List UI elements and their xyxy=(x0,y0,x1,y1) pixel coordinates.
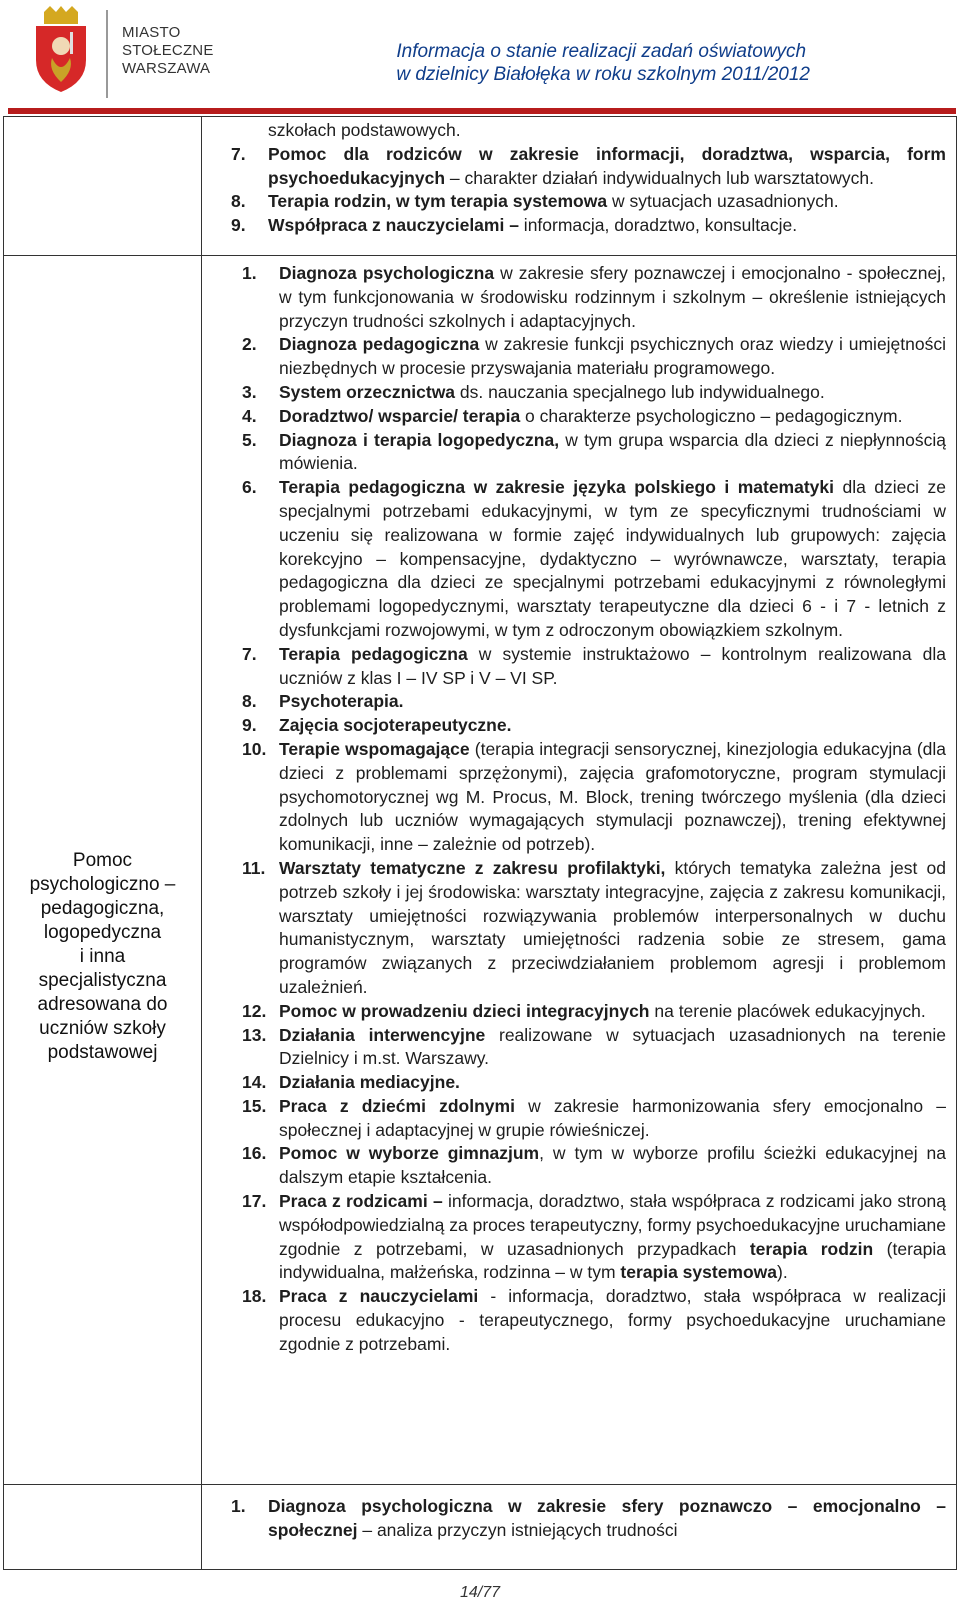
item-heading: Pomoc w wyborze gimnazjum xyxy=(279,1143,540,1164)
item-text: ). xyxy=(777,1262,788,1283)
item-heading: Diagnoza psychologiczna xyxy=(279,263,495,283)
services-list-primary-school xyxy=(242,262,947,1357)
services-list-previous xyxy=(231,119,946,238)
list-item xyxy=(242,429,946,477)
item-heading: Terapia pedagogiczna xyxy=(279,643,468,664)
item-text: (terapia integracji sensorycznej, kinezjologia edukacyjna (dla dzieci z problemami sprzężonymi), zajęcia grafomotoryczne, program stymulacji psychomotorycznej wg M. Procus, M. Block, trening twórczego myślenia (dla dzieci zdolnych lub uczniów wymagających stymulacji poznawczej), trening efektywnej komunikacji, inne – zależnie od potrzeb). xyxy=(279,738,947,855)
item-heading: Warsztaty tematyczne z zakresu profilaktyki, xyxy=(279,857,666,878)
item-text: w tym grupa wsparcia dla dzieci z niepłynnością mówienia. xyxy=(279,429,946,474)
item-text: o charakterze psychologiczno – pedagogicznym. xyxy=(520,405,903,426)
document-title-line: Informacja o stanie realizacji zadań oświatowych xyxy=(396,41,807,62)
item-text: ds. nauczania specjalnego lub indywidualnego. xyxy=(455,381,825,402)
item-heading: terapia systemowa xyxy=(620,1262,778,1283)
services-list-next xyxy=(231,1495,946,1543)
list-item xyxy=(242,1095,946,1143)
item-text: których tematyka zależna jest od potrzeb szkoły i jej środowiska: warsztaty integracyjne, zajęcia z zakresu komunikacji, warsztaty umiejętności rozwiązywania problemów interpersonalnych w duchu humanistycznym, warsztaty umiejętności radzenia sobie ze stresem, gama programów związanych z przeciwdziałaniem problemom agresji i problemom uzależnień. xyxy=(279,857,947,997)
list-item xyxy=(242,1285,947,1356)
list-item xyxy=(242,643,947,691)
item-text: dla dzieci ze specjalnymi potrzebami edukacyjnymi, w tym ze specyficznymi trudnościami w uczeniu się realizowana w formie zajęć indywidualnych lub grupowych: zajęcia korekcyjno – kompensacyjne, dydaktyczno – wyrównawcze, warsztaty, terapia pedagogiczna dla dzieci ze specjalnymi potrzebami edukacyjnymi z równoległymi problemami logopedycznymi, warsztaty terapeutyczne dla dzieci 6 - i 7 - letnich z dysfunkcjami rozwojowymi, w tym z odroczonym obowiązkiem szkolnym. xyxy=(279,477,946,640)
list-item-number: 1. xyxy=(231,1496,246,1516)
page-number: 14/77 xyxy=(459,1584,501,1601)
item-text: informacja, doradztwo, stała współpraca z rodzicami jako stroną współodpowiedzialną za proces terapeutyczny, formy psychoedukacyjne uruchamiane zgodnie z potrzebami, w uzasadnionych przypadkach xyxy=(279,1191,946,1259)
item-heading: Działania interwencyjne xyxy=(279,1024,486,1045)
item-heading: Diagnoza i terapia logopedyczna, xyxy=(279,429,560,450)
item-heading: Praca z dziećmi zdolnymi xyxy=(279,1095,515,1116)
list-item xyxy=(231,143,946,191)
item-text: w zakresie sfery poznawczej i emocjonalno - społecznej, w tym funkcjonowania w środowisku rodzinnym i szkolnym – określenie istniejących przyczyn trudności szkolnych i adaptacyjnych. xyxy=(279,263,946,331)
item-text: w zakresie harmonizowania sfery emocjonalno – społecznej i adaptacyjnej w grupie rówieśniczej. xyxy=(279,1095,946,1140)
logo-line: WARSZAWA xyxy=(122,60,211,77)
list-item-number: 7. xyxy=(231,143,246,164)
logo-wordmark xyxy=(122,24,214,78)
row-category-label-line: specjalistyczna xyxy=(38,970,167,991)
item-text: realizowane w sytuacjach uzasadnionych na terenie Dzielnicy i m.st. Warszawy. xyxy=(279,1024,946,1069)
row-category-label-line: logopedyczna xyxy=(43,922,162,943)
item-heading: Diagnoza psychologiczna w zakresie sfery poznawczo – emocjonalno – społecznej xyxy=(268,1496,946,1540)
list-item-number: 7. xyxy=(242,643,257,664)
item-heading: Praca z rodzicami – xyxy=(279,1191,443,1212)
row-divider xyxy=(201,255,956,256)
list-item-number: 16. xyxy=(242,1143,267,1164)
item-heading: Terapie wspomagające xyxy=(279,738,470,759)
list-item xyxy=(242,714,946,738)
list-item-number: 2. xyxy=(242,334,257,355)
list-item-number: 9. xyxy=(242,715,257,736)
list-item-number: 9. xyxy=(231,215,246,236)
item-text: (terapia indywidualna, małżeńska, rodzinna – w tym xyxy=(279,1238,946,1283)
row-category-label-line: pedagogiczna, xyxy=(40,898,165,919)
document-title-line: w dzielnicy Białołęka w roku szkolnym 2011/2012 xyxy=(396,64,810,85)
row-category-label xyxy=(4,849,201,1065)
list-item xyxy=(242,1024,946,1072)
list-item xyxy=(242,857,947,1000)
list-item xyxy=(242,738,947,857)
row-category-label-line: uczniów szkoły xyxy=(39,1018,166,1039)
page-header xyxy=(0,0,960,116)
item-heading: Pomoc w prowadzeniu dzieci integracyjnych xyxy=(279,1000,650,1021)
list-item-number: 14. xyxy=(242,1072,267,1093)
list-item xyxy=(242,1071,946,1095)
list-item xyxy=(242,476,946,643)
list-item-number: 11. xyxy=(242,857,266,878)
list-item-number: 5. xyxy=(242,429,257,450)
item-heading: Terapia rodzin, w tym terapia systemowa xyxy=(268,191,608,212)
logo-line: MIASTO xyxy=(122,24,181,41)
row-category-label-line: i inna xyxy=(79,946,126,967)
row-category-label-line: adresowana do xyxy=(37,994,168,1015)
list-item xyxy=(231,190,946,214)
row-category-label-line: podstawowej xyxy=(47,1042,158,1063)
list-item-number: 3. xyxy=(242,381,257,402)
item-heading: Pomoc dla rodziców w zakresie informacji, doradztwa, wsparcia, form psychoedukacyjnych xyxy=(268,143,946,188)
table-left-column xyxy=(4,117,202,1569)
list-item-number: 1. xyxy=(242,263,257,283)
row-category-label-line: Pomoc xyxy=(72,850,133,871)
list-item xyxy=(242,1190,946,1285)
list-item xyxy=(231,214,946,238)
row-category-label-line: psychologiczno – xyxy=(29,874,176,895)
logo-divider xyxy=(106,10,108,98)
logo-line: STOŁECZNE xyxy=(122,42,214,59)
item-text: na terenie placówek edukacyjnych. xyxy=(649,1000,926,1021)
list-item xyxy=(242,333,947,381)
list-item-number: 8. xyxy=(242,691,257,712)
item-heading: System orzecznictwa xyxy=(279,381,456,402)
item-text: - informacja, doradztwo, stała współpraca w realizacji procesu edukacyjno - terapeutycznego, formy psychoedukacyjne uruchamiane zgodnie z potrzebami. xyxy=(279,1286,947,1354)
row-divider xyxy=(4,255,201,256)
item-text: informacja, doradztwo, konsultacje. xyxy=(518,215,798,236)
list-item-number: 10. xyxy=(242,738,267,759)
item-heading: Psychoterapia. xyxy=(279,691,404,712)
item-text: – charakter działań indywidualnych lub warsztatowych. xyxy=(445,167,874,188)
list-item-number: 15. xyxy=(242,1095,267,1116)
item-text: w sytuacjach uzasadnionych. xyxy=(607,191,839,212)
item-heading: terapia rodzin xyxy=(749,1238,874,1259)
item-text: w zakresie funkcji psychicznych oraz wiedzy i umiejętności niezbędnych w procesie przyswajania materiału programowego. xyxy=(279,334,947,379)
list-item xyxy=(242,1000,946,1024)
item-heading: Współpraca z nauczycielami – xyxy=(268,215,519,236)
list-item-number: 18. xyxy=(242,1286,267,1307)
list-item-number: 12. xyxy=(242,1000,267,1021)
item-heading: Działania mediacyjne. xyxy=(279,1072,460,1093)
item-text: , w tym w wyborze profilu ścieżki edukacyjnej na dalszym etapie kształcenia. xyxy=(279,1143,946,1188)
list-item xyxy=(242,405,946,429)
row-divider xyxy=(201,1484,956,1485)
list-item-number: 17. xyxy=(242,1191,267,1212)
row-divider xyxy=(4,1484,201,1485)
list-item-number: 8. xyxy=(231,191,246,212)
list-item-continuation: szkołach podstawowych. xyxy=(268,120,461,140)
header-rule xyxy=(8,108,956,114)
list-item xyxy=(242,381,946,405)
list-item xyxy=(242,1142,946,1190)
item-heading: Zajęcia socjoterapeutyczne. xyxy=(279,715,512,736)
list-item-number: 4. xyxy=(242,405,257,426)
warsaw-crest-icon xyxy=(30,6,92,94)
item-text: – analiza przyczyn istniejących trudności xyxy=(357,1519,678,1540)
list-item xyxy=(242,262,946,333)
item-heading: Diagnoza pedagogiczna xyxy=(279,334,480,355)
item-heading: Praca z nauczycielami xyxy=(279,1286,479,1307)
item-heading: Doradztwo/ wsparcie/ terapia xyxy=(279,405,521,426)
item-heading: Terapia pedagogiczna w zakresie języka polskiego i matematyki xyxy=(279,477,834,498)
document-title xyxy=(396,40,810,86)
list-item-number: 6. xyxy=(242,477,257,498)
list-item xyxy=(242,690,946,714)
item-text: w systemie instruktażowo – kontrolnym realizowana dla uczniów z klas I – IV SP i V – VI SP. xyxy=(279,643,947,688)
list-item xyxy=(231,1495,946,1543)
list-item-number: 13. xyxy=(242,1024,267,1045)
